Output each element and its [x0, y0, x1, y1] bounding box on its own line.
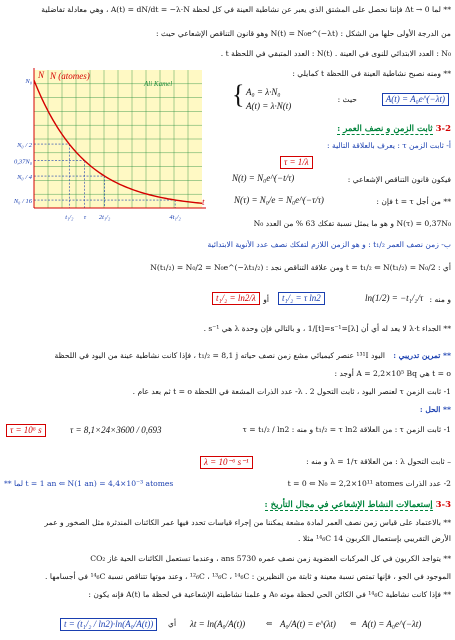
- y-tick-label: N₀ / 16: [13, 198, 32, 206]
- half-life-derivation: أي : t = t₁/₂ ⇐ N(t₁/₂) = N₀/2 ومن علاقة التناقص نجد : N(t₁/₂) = N₀/2 = N₀e^(−λt₁/₂): [150, 263, 451, 272]
- solution-line-1: 1- ثابت الزمن τ : من العلاقة t₁/₂ = τ ln2 و منه : τ = t₁/₂ / ln2: [242, 425, 451, 434]
- dating-paragraph-3: ** يتواجد الكربون في كل المركبات العضوية زمن نصف عمره 5730 ans ، وعندما تستعمل الكائنات الحية غاز CO₂: [90, 554, 451, 563]
- dating-formula-2: A₀/A(t) = e^(λt): [280, 619, 336, 629]
- tau-calculation: τ = 8,1×24×3600 / 0,693: [70, 425, 162, 435]
- x-tick-label: 2t₁/₂: [98, 214, 111, 221]
- y-tick-label: 0,37N₀: [14, 158, 32, 166]
- dating-arrow-1: ⇐: [350, 619, 357, 628]
- half-life-tau-box: t₁/₂ = τ ln2: [278, 292, 325, 305]
- tau-result-box: τ = 10⁶ s: [6, 424, 46, 437]
- solution-line-3: 2- عدد الذرات t = 0 ⇐ N₀ = 2,2×10¹¹ atomes: [287, 479, 451, 488]
- x-axis-label: t: [202, 197, 205, 207]
- system-eq-at: A(t) = λ·N(t): [246, 101, 292, 111]
- dating-paragraph-4: الموجود في الجو ، فإنها تمتص نسبة معينة و ثابتة من النظيرين : ¹²₆C ، ¹³₆C ، ¹⁴₆C ، وعند موتها تتناقص نسبة ¹⁴₆C في أجسامها .: [45, 572, 451, 581]
- dating-paragraph-2: الأرض التقريبي بإستعمال الكربون 14 ¹⁴₆C مثلا .: [298, 534, 451, 543]
- dating-formula-1: A(t) = A₀e^(−λt): [362, 619, 422, 629]
- activity-law-box: A(t) = A₀e^(−λt): [382, 93, 449, 106]
- t-equals-tau-line: ** من أجل t = τ فإن :: [376, 197, 451, 206]
- section-3-3-number: 3-3: [435, 500, 451, 510]
- y-tick-label: N₀ / 2: [17, 142, 32, 150]
- chart-title: N (atomes): [50, 71, 90, 81]
- x-tick-label: t₁/₂: [65, 214, 74, 221]
- dating-paragraph-1: ** بالاعتماد على قياس زمن نصف العمر لمادة مشعة يمكننا من إجراء قياسات تحدد فيها عمر الكائنات المندثرة مثل الصخور و عمر: [44, 518, 451, 527]
- exercise-title: ** تمرين تدريبي :: [393, 351, 451, 360]
- exercise-line-3: 1- ثابت الزمن τ لعنصر اليود ، ثابت التحول λ . 2- عدد الذرات المشعة في اللحظة t = o ثم بعد عام .: [132, 387, 451, 396]
- dating-paragraph-5: ** فإذا كانت نشاطية ¹⁴₆C في الكائن الحي لحظة موته A₀ و علمنا نشاطيته الإشعاعية في لحظة ما A(t) فإنه يكون :: [88, 590, 451, 599]
- section-3-2-heading: [337, 124, 451, 135]
- half-life-lambda-box: t₁/₂ = ln2/λ: [212, 292, 260, 305]
- dating-ay-label: أي: [168, 619, 177, 628]
- or-label: أو: [263, 295, 269, 304]
- section-3-2-title: ثابت الزمن و نصف العمر :: [337, 124, 433, 134]
- intro-line-4: ** ومنه نصبح نشاطية العينة في اللحظة t كمايلي :: [292, 69, 451, 78]
- chart-watermark: Ali Kamel: [144, 80, 173, 88]
- and-label: و منه :: [429, 295, 451, 304]
- lambda-result-box: λ = 10⁻⁶ s⁻¹: [200, 456, 253, 469]
- system-eq-a0: A₀ = λ·N₀: [246, 87, 281, 97]
- intro-line-3: N₀ : العدد الابتدائي للنوى في العينة . N(t) : العدد المتبقي في اللحظة t .: [220, 49, 451, 58]
- since-label: حيث :: [337, 95, 357, 104]
- time-constant-title: أ- ثابت الزمن τ : يعرف بالعلاقة التالية :: [327, 141, 451, 150]
- units-line: ** الجداء λ·t لا يعد له أي أن [λ]=1/[t]=s⁻¹ ، و بالتالي فإن وحدة λ هي s⁻¹ .: [203, 324, 451, 333]
- solution-title: ** الحل :: [419, 405, 451, 414]
- decay-law-tau: N(t) = N₀e^(−t/τ): [232, 173, 295, 183]
- dating-formula-3: λt = ln(A₀/A(t)): [190, 619, 246, 629]
- ln2-equation: ln(1/2) = −t₁/₂/τ: [365, 293, 424, 303]
- x-tick-label: τ: [83, 214, 87, 221]
- dating-formula-4-box: t = (t₁/₂ / ln2)·ln(A₀/A(t)): [60, 618, 157, 631]
- section-3-2-number: 3-2: [435, 124, 451, 134]
- dating-arrow-2: ⇐: [266, 619, 273, 628]
- decay-law-tau-intro: فيكون قانون التناقص الإشعاعي :: [347, 175, 451, 184]
- exercise-line-2: t = o هي A = 2,2×10⁵ Bq أوجد :: [334, 369, 451, 378]
- x-tick-label: 4t₁/₂: [169, 214, 181, 221]
- solution-line-2: – ثابت التحول λ : من العلاقة λ = 1/τ و منه :: [306, 457, 451, 466]
- n-tau-formula: N(τ) = N₀/e = N₀e^(−τ/τ): [234, 195, 324, 205]
- tau-formula-box: τ = 1/λ: [280, 156, 313, 169]
- half-life-title: ب- زمن نصف العمر t₁/₂ : و هو الزمن اللازم لتفكك نصف عدد الأنوية الابتدائية: [207, 240, 451, 249]
- system-brace: {: [232, 80, 245, 109]
- section-3-3-title: إستعمالات النشاط الإشعاعي في مجال التأريخ :: [264, 500, 433, 510]
- exercise-line-1: اليود ¹³¹I عنصر كيميائي مشع زمن نصف حياته t₁/₂ = 8,1 j ، فإذا كانت نشاطية عينة من اليود في اللحظة: [54, 351, 385, 360]
- y-axis-label: N: [38, 70, 45, 80]
- n-tau-result-line: N(τ) = 0,37N₀ و هو ما يمثل نسبة تفكك 63 % من العدد N₀: [253, 219, 451, 228]
- solution-line-4: ** لما t = 1 an ⇐ N(1 an) = 4,4×10⁻³ atomes: [4, 479, 174, 488]
- y-tick-label: N₀ / 4: [17, 174, 32, 182]
- decay-chart: [4, 64, 210, 234]
- section-3-3-heading: [265, 500, 451, 511]
- intro-line-1: ** لما Δt → 0 فإننا نحصل على المشتق الذي يعبر عن نشاطية العينة في كل لحظة A(t) = dN/dt = −λ·N ، وهي معادلة تفاضلية: [41, 5, 451, 14]
- y-tick-label: N₀: [25, 78, 32, 86]
- intro-line-2: من الدرجة الأولى حلها من الشكل : N(t) = N₀e^(−λt) وهو قانون التناقص الإشعاعي حيث :: [156, 29, 451, 38]
- x-tick-labels: [65, 214, 181, 221]
